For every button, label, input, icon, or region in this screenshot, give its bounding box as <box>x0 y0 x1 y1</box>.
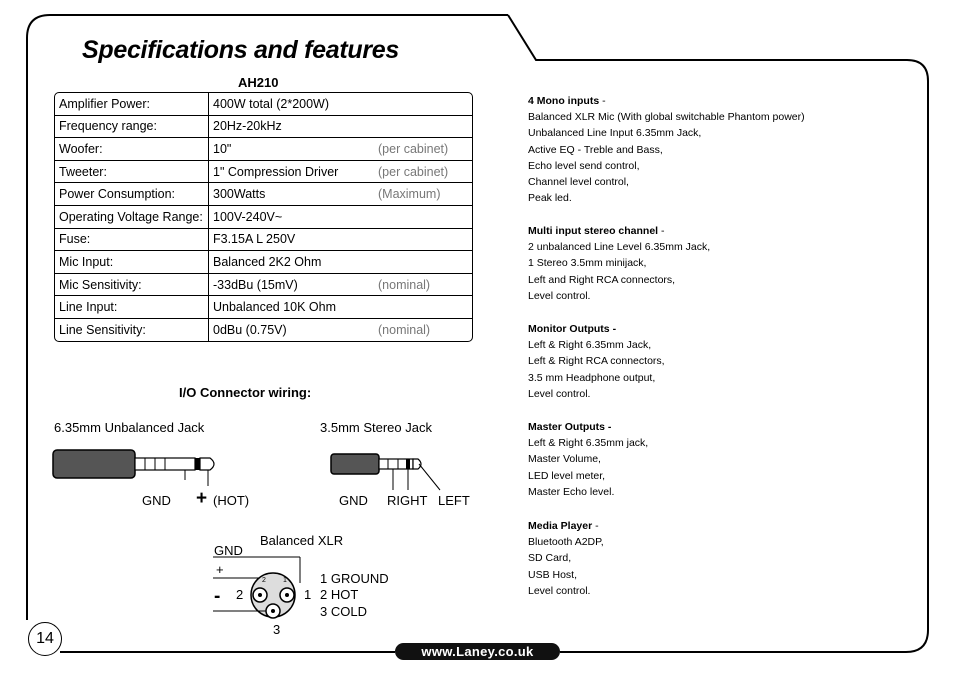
spec-label: Mic Input: <box>55 251 209 274</box>
spec-value: Unbalanced 10K Ohm <box>209 296 374 319</box>
feature-heading-suffix: - <box>592 520 599 532</box>
feature-section <box>528 223 710 304</box>
spec-row <box>55 183 472 206</box>
feature-section <box>528 419 648 500</box>
spec-row <box>55 138 472 161</box>
feature-line: 2 unbalanced Line Level 6.35mm Jack, <box>528 241 711 254</box>
spec-label: Amplifier Power: <box>55 93 209 116</box>
spec-note <box>374 93 472 116</box>
feature-heading <box>528 518 604 534</box>
spec-value: 100V-240V~ <box>209 206 374 229</box>
feature-line: Balanced XLR Mic (With global switchable Phantom power) <box>528 111 805 124</box>
xlr-pin3-label: 3 <box>273 622 281 637</box>
spec-note <box>374 206 472 229</box>
jack-635-diagram <box>50 446 225 486</box>
feature-line: Left & Right 6.35mm Jack, <box>528 339 652 352</box>
spec-value: 0dBu (0.75V) <box>213 322 287 337</box>
xlr-legend-1: 1 GROUND <box>320 571 389 586</box>
spec-value: F3.15A L 250V <box>209 229 374 252</box>
feature-section <box>528 321 665 402</box>
spec-value: 10" <box>209 138 374 161</box>
feature-heading-text: Monitor Outputs - <box>528 323 617 335</box>
jack-635-plus: + <box>196 488 208 509</box>
feature-line: USB Host, <box>528 568 578 581</box>
xlr-small-pin1: 1 <box>283 577 287 584</box>
feature-line: Left & Right 6.35mm jack, <box>528 437 649 450</box>
model-name: AH210 <box>238 75 279 90</box>
spec-note <box>374 116 472 139</box>
feature-line: Peak led. <box>528 192 572 205</box>
spec-note <box>374 251 472 274</box>
xlr-diagram <box>210 553 310 633</box>
feature-line: LED level meter, <box>528 469 606 482</box>
jack-35-right: RIGHT <box>387 493 428 508</box>
spec-label: Operating Voltage Range: <box>55 206 209 229</box>
spec-row <box>55 229 472 252</box>
spec-value: Balanced 2K2 Ohm <box>209 251 374 274</box>
spec-note: (nominal) <box>378 322 431 337</box>
feature-section <box>528 518 604 599</box>
feature-heading-text: 4 Mono inputs <box>528 95 600 107</box>
jack-35-title: 3.5mm Stereo Jack <box>320 420 432 435</box>
xlr-legend-2: 2 HOT <box>320 587 359 602</box>
jack-635-gnd: GND <box>142 493 171 508</box>
io-heading: I/O Connector wiring: <box>179 385 312 400</box>
spec-row <box>55 116 472 139</box>
feature-line: Master Volume, <box>528 453 601 466</box>
feature-line: Level control. <box>528 584 591 597</box>
feature-heading <box>528 93 805 109</box>
jack-35-diagram <box>328 450 478 495</box>
spec-label: Woofer: <box>55 138 209 161</box>
feature-heading-text: Master Outputs - <box>528 421 612 433</box>
spec-value: 400W total (2*200W) <box>209 93 374 116</box>
spec-note: (per cabinet) <box>374 161 472 184</box>
feature-line: Channel level control, <box>528 176 629 189</box>
spec-label: Fuse: <box>55 229 209 252</box>
xlr-pin1-label: 1 <box>304 587 312 602</box>
spec-label: Frequency range: <box>55 116 209 139</box>
feature-heading-text: Multi input stereo channel <box>528 225 659 237</box>
feature-heading-suffix: - <box>599 95 606 107</box>
spec-label: Line Sensitivity: <box>55 319 209 341</box>
jack-635-title: 6.35mm Unbalanced Jack <box>54 420 205 435</box>
spec-label: Mic Sensitivity: <box>55 274 209 297</box>
jack-35-gnd: GND <box>339 493 368 508</box>
spec-row <box>55 206 472 229</box>
spec-value: -33dBu (15mV) <box>209 274 374 297</box>
spec-row <box>55 274 472 297</box>
feature-line: Echo level send control, <box>528 159 640 172</box>
spec-label: Power Consumption: <box>55 183 209 206</box>
spec-row <box>55 319 472 341</box>
page-title: Specifications and features <box>82 36 399 64</box>
spec-value: 300Watts <box>209 183 374 206</box>
feature-line: Bluetooth A2DP, <box>528 536 604 549</box>
jack-35-left: LEFT <box>438 493 470 508</box>
xlr-minus-label: - <box>214 586 221 607</box>
feature-section <box>528 93 805 206</box>
jack-635-hot: (HOT) <box>213 493 250 508</box>
feature-heading <box>528 321 665 337</box>
xlr-legend-3: 3 COLD <box>320 604 367 619</box>
feature-line: Level control. <box>528 289 591 302</box>
feature-heading <box>528 223 710 239</box>
spec-note <box>374 229 472 252</box>
xlr-small-pin2: 2 <box>262 577 266 584</box>
feature-heading <box>528 419 648 435</box>
spec-row <box>55 93 472 116</box>
xlr-plus-label: + <box>216 562 224 577</box>
spec-note <box>374 296 472 319</box>
spec-label: Line Input: <box>55 296 209 319</box>
spec-note: (nominal) <box>374 274 472 297</box>
page-number: 14 <box>28 622 62 656</box>
feature-line: Left & Right RCA connectors, <box>528 355 665 368</box>
spec-row <box>55 296 472 319</box>
feature-heading-suffix: - <box>658 225 665 237</box>
feature-line: Active EQ - Treble and Bass, <box>528 143 663 156</box>
feature-line: 3.5 mm Headphone output, <box>528 371 656 384</box>
spec-note: (per cabinet) <box>374 138 472 161</box>
xlr-gnd-label: GND <box>214 543 243 558</box>
xlr-pin2-label: 2 <box>236 587 244 602</box>
spec-note: (Maximum) <box>374 183 472 206</box>
website-link[interactable]: www.Laney.co.uk <box>395 643 560 660</box>
feature-line: Level control. <box>528 387 591 400</box>
feature-line: 1 Stereo 3.5mm minijack, <box>528 257 647 270</box>
feature-heading-text: Media Player <box>528 520 593 532</box>
spec-value: 1" Compression Driver <box>209 161 374 184</box>
feature-line: SD Card, <box>528 552 572 565</box>
spec-row <box>55 161 472 184</box>
xlr-title: Balanced XLR <box>260 533 344 548</box>
spec-row <box>55 251 472 274</box>
spec-table <box>54 92 473 342</box>
feature-line: Unbalanced Line Input 6.35mm Jack, <box>528 127 702 140</box>
feature-line: Master Echo level. <box>528 485 615 498</box>
spec-label: Tweeter: <box>55 161 209 184</box>
spec-value: 20Hz-20kHz <box>209 116 374 139</box>
feature-line: Left and Right RCA connectors, <box>528 273 676 286</box>
